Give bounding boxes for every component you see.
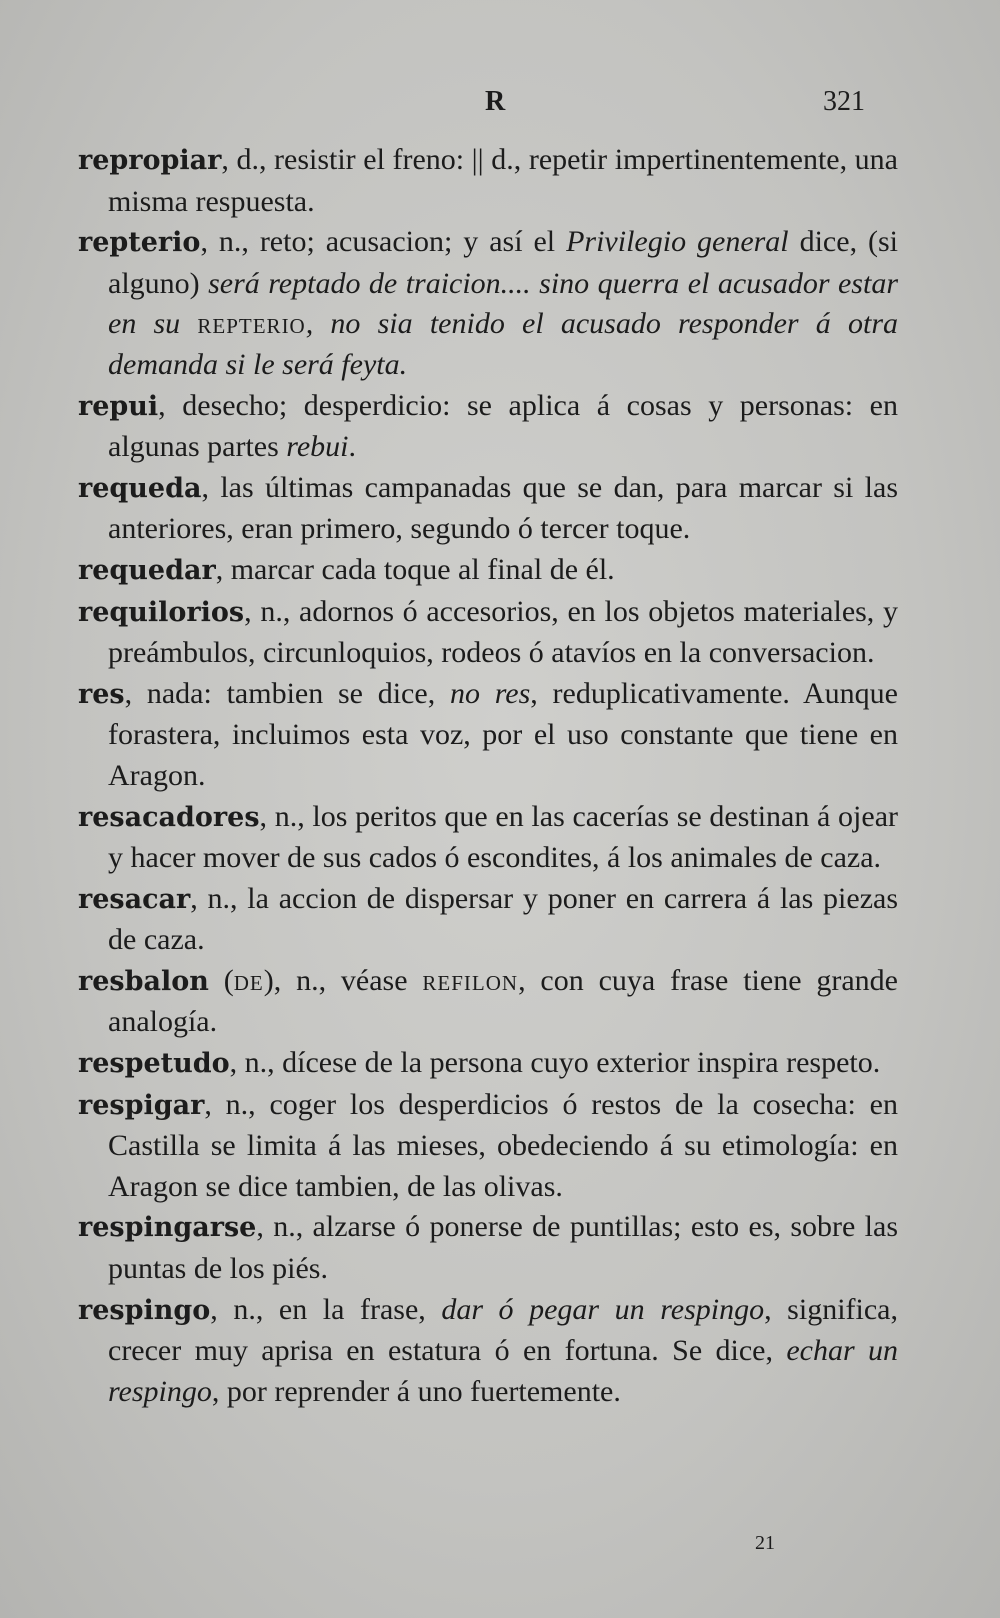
- entry-requilorios: [78, 592, 898, 674]
- headword: resacar: [78, 883, 191, 915]
- headword: resacadores: [78, 801, 260, 833]
- definition: , nada: tambien se dice,: [124, 676, 450, 710]
- paren-close: ): [263, 963, 274, 997]
- signature-mark: 21: [755, 1532, 775, 1554]
- italic-phrase: no res: [449, 676, 531, 710]
- italic-quote: , no sia tenido el acusado responder á otra demanda si le será feyta.: [108, 307, 898, 381]
- entry-requeda: [78, 468, 898, 550]
- cross-reference: repterio: [197, 307, 306, 341]
- italic-variant: rebui: [286, 430, 349, 464]
- italic-quote: Privilegio general: [566, 225, 789, 259]
- page-number: 321: [823, 86, 865, 117]
- headword: requilorios: [78, 596, 245, 628]
- entry-resacar: [78, 879, 898, 961]
- running-head: [0, 86, 1000, 126]
- definition: , n., dícese de la persona cuyo exterior inspira respeto.: [229, 1046, 881, 1080]
- definition: , n., adornos ó accesorios, en los objetos materiales, y preámbulos, circunloquios, rodeos ó atavíos en la conversacion.: [108, 594, 898, 670]
- headword: res: [78, 678, 125, 710]
- italic-phrase: echar un respingo: [108, 1334, 898, 1408]
- definition-cont: dice, (si alguno): [108, 225, 899, 300]
- italic-quote: será reptado de traicion.... sino querra el acusador estar en su: [108, 266, 898, 341]
- italic-phrase: dar ó pegar un respingo: [441, 1292, 765, 1326]
- definition-cont: , significa, crecer muy aprisa en estatura ó en fortuna. Se dice,: [108, 1292, 898, 1368]
- paren-open: (: [208, 963, 234, 997]
- definition: , n., en la frase,: [210, 1292, 442, 1326]
- headword: repterio: [78, 227, 201, 259]
- dictionary-entries: [78, 140, 898, 1412]
- definition: , n., alzarse ó ponerse de puntillas; esto es, sobre las puntas de los piés.: [108, 1210, 898, 1286]
- definition: , las últimas campanadas que se dan, para marcar si las anteriores, eran primero, segundo ó tercer toque.: [108, 470, 898, 546]
- headword: respigar: [78, 1089, 205, 1121]
- particle: de: [233, 963, 264, 997]
- definition: , marcar cada toque al final de él.: [215, 552, 615, 586]
- entry-repterio: [78, 222, 898, 385]
- headword: respingarse: [78, 1212, 257, 1244]
- entry-resbalon: [78, 961, 898, 1043]
- entry-respingarse: [78, 1207, 898, 1289]
- entry-res: [78, 674, 898, 797]
- entry-respetudo: [78, 1043, 898, 1085]
- definition: , n., la accion de dispersar y poner en carrera á las piezas de caza.: [108, 881, 898, 957]
- headword: respingo: [78, 1294, 211, 1326]
- entry-respigar: [78, 1085, 898, 1208]
- definition: , n., véase: [273, 963, 423, 997]
- definition-end: , por reprender á uno fuertemente.: [211, 1374, 621, 1408]
- headword: repropiar: [78, 145, 222, 176]
- headword: requeda: [78, 472, 202, 504]
- definition-end: , reduplicativamente. Aunque forastera, incluimos esta voz, por el uso constante que tiene en Aragon.: [108, 676, 898, 792]
- entry-respingo: [78, 1290, 898, 1413]
- definition: , d., resistir el freno: || d., repetir impertinentemente, una misma respuesta.: [108, 143, 898, 218]
- definition-end: .: [348, 430, 356, 464]
- headword: respetudo: [78, 1048, 230, 1080]
- definition-end: , con cuya frase tiene grande analogía.: [108, 963, 898, 1039]
- definition: , n., coger los desperdicios ó restos de la cosecha: en Castilla se limita á las mieses, obedeciendo á su etimología: en Aragon se dice tambien, de las olivas.: [108, 1087, 898, 1203]
- cross-reference: refilon: [422, 963, 519, 997]
- definition: , desecho; desperdicio: se aplica á cosas y personas: en algunas partes: [108, 388, 898, 464]
- entry-resacadores: [78, 797, 898, 879]
- headword: repui: [78, 390, 159, 422]
- entry-repui: [78, 386, 898, 468]
- section-letter: R: [485, 86, 506, 117]
- headword: resbalon: [78, 965, 209, 997]
- definition: , n., los peritos que en las cacerías se destinan á ojear y hacer mover de sus cados ó escondites, á los animales de caza.: [108, 799, 898, 875]
- definition: , n., reto; acusacion; y así el: [200, 225, 567, 259]
- headword: requedar: [78, 554, 216, 586]
- entry-repropiar: [78, 140, 898, 222]
- entry-requedar: [78, 550, 898, 592]
